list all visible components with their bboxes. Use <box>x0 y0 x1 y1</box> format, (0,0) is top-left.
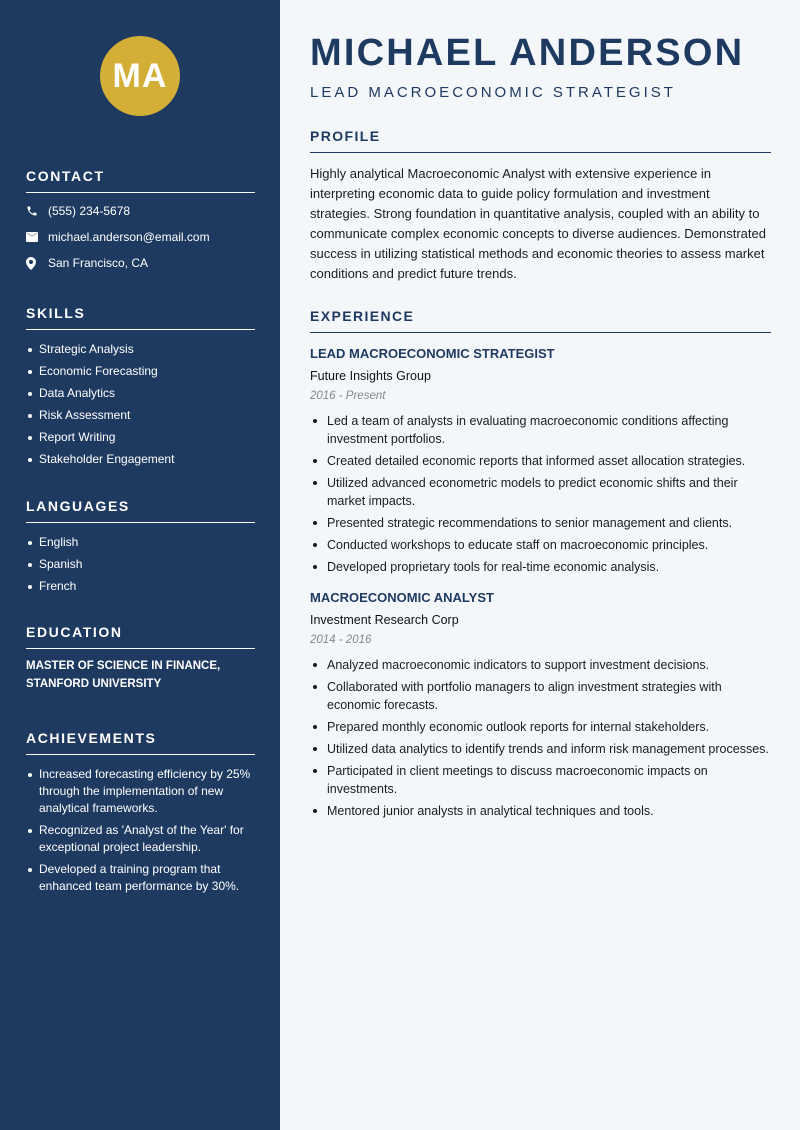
list-item: Utilized data analytics to identify trends and inform risk management processes. <box>310 740 771 758</box>
email-text[interactable]: michael.anderson@email.com <box>48 230 210 244</box>
list-item: Participated in client meetings to discuss macroeconomic impacts on investments. <box>310 762 771 798</box>
list-item: Report Writing <box>26 429 255 446</box>
list-item: Developed a training program that enhanced team performance by 30%. <box>26 861 255 895</box>
job-title-header: LEAD MACROECONOMIC STRATEGIST <box>310 84 676 101</box>
contact-phone <box>26 198 255 224</box>
list-item: Utilized advanced econometric models to predict economic shifts and their market impacts. <box>310 474 771 510</box>
job-title: MACROECONOMIC ANALYST <box>310 590 494 605</box>
list-item: Prepared monthly economic outlook reports for internal stakeholders. <box>310 718 771 736</box>
list-item: Data Analytics <box>26 385 255 402</box>
list-item: Created detailed economic reports that informed asset allocation strategies. <box>310 452 771 470</box>
languages-heading: LANGUAGES <box>26 498 255 523</box>
location-text: San Francisco, CA <box>48 256 149 270</box>
education-heading: EDUCATION <box>26 624 255 649</box>
avatar: MA <box>100 36 180 116</box>
sidebar <box>0 0 280 1130</box>
achievements-heading: ACHIEVEMENTS <box>26 730 255 755</box>
list-item: Economic Forecasting <box>26 363 255 380</box>
page-title: MICHAEL ANDERSON <box>310 32 745 74</box>
list-item: Collaborated with portfolio managers to align investment strategies with economic forecasts. <box>310 678 771 714</box>
skills-list <box>26 341 255 468</box>
list-item: Conducted workshops to educate staff on macroeconomic principles. <box>310 536 771 554</box>
list-item: French <box>26 578 255 595</box>
list-item: Presented strategic recommendations to senior management and clients. <box>310 514 771 532</box>
list-item: Developed proprietary tools for real-time economic analysis. <box>310 558 771 576</box>
phone-text: (555) 234-5678 <box>48 204 131 218</box>
phone-icon <box>26 205 48 217</box>
languages-list <box>26 534 255 595</box>
list-item: Analyzed macroeconomic indicators to support investment decisions. <box>310 656 771 674</box>
job-dates: 2016 - Present <box>310 390 386 402</box>
experience-section <box>310 308 771 824</box>
list-item: Strategic Analysis <box>26 341 255 358</box>
contact-heading: CONTACT <box>26 168 255 193</box>
achievements-section <box>26 730 255 900</box>
job-bullets <box>310 656 771 820</box>
education-degree: MASTER OF SCIENCE IN FINANCE, STANFORD UNIVERSITY <box>26 660 221 690</box>
job-entry <box>310 590 771 820</box>
job-bullets <box>310 412 771 576</box>
email-icon <box>26 232 48 242</box>
skills-section <box>26 305 255 473</box>
list-item: Led a team of analysts in evaluating macroeconomic conditions affecting investment portfolios. <box>310 412 771 448</box>
job-dates: 2014 - 2016 <box>310 634 372 646</box>
contact-location <box>26 250 255 276</box>
languages-section <box>26 498 255 600</box>
achievements-list <box>26 766 255 895</box>
job-title: LEAD MACROECONOMIC STRATEGIST <box>310 346 555 361</box>
list-item: Recognized as 'Analyst of the Year' for exceptional project leadership. <box>26 822 255 856</box>
company-name: Investment Research Corp <box>310 613 459 627</box>
list-item: Spanish <box>26 556 255 573</box>
experience-heading: EXPERIENCE <box>310 308 771 333</box>
profile-section <box>310 128 771 284</box>
list-item: Increased forecasting efficiency by 25% through the implementation of new analytical frameworks. <box>26 766 255 817</box>
profile-text: Highly analytical Macroeconomic Analyst with extensive experience in interpreting economic data to guide policy formulation and investment strategies. Strong foundation in quantitative analysis, coupled with an ability to communicate complex economic concepts to diverse audiences. Demonstrated success in utilizing statistical methods and economic theories to assess market conditions and predict future trends. <box>310 166 766 281</box>
list-item: English <box>26 534 255 551</box>
list-item: Stakeholder Engagement <box>26 451 255 468</box>
education-section <box>26 624 255 693</box>
contact-email <box>26 224 255 250</box>
job-entry <box>310 346 771 576</box>
skills-heading: SKILLS <box>26 305 255 330</box>
list-item: Mentored junior analysts in analytical techniques and tools. <box>310 802 771 820</box>
company-name: Future Insights Group <box>310 369 431 383</box>
contact-section <box>26 168 255 276</box>
profile-heading: PROFILE <box>310 128 771 153</box>
location-pin-icon <box>26 257 48 270</box>
list-item: Risk Assessment <box>26 407 255 424</box>
